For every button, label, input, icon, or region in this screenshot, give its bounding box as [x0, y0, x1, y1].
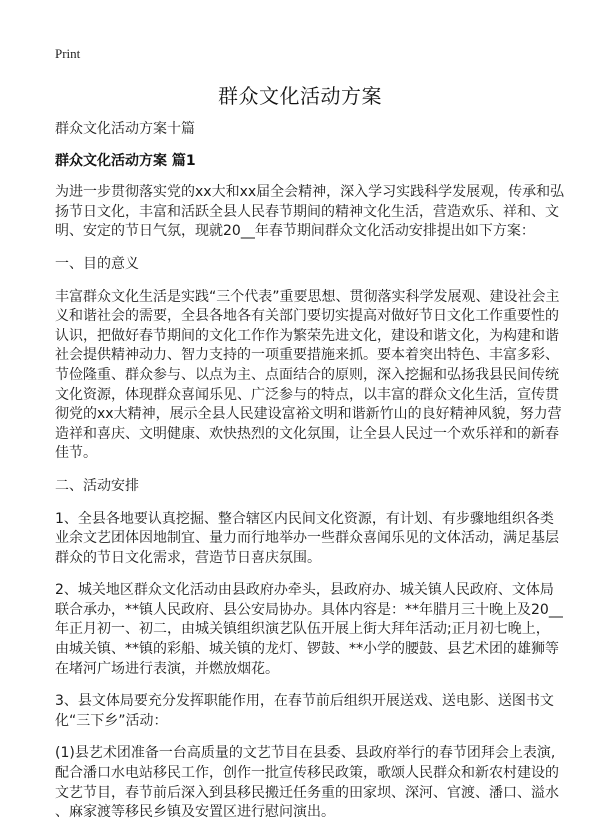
text-line: 文艺节目，春节前后深入到县移民搬迁任务重的田家坝、深河、官渡、潘口、溢水	[55, 784, 559, 801]
text-line: 年正月初一、初二，由城关镇组织演艺队伍开展上街大拜年活动;正月初七晚上，	[55, 621, 550, 638]
text-line: 2、城关地区群众文化活动由县政府办牵头，县政府办、城关镇人民政府、文体局	[55, 582, 554, 599]
heading-activities: 二、活动安排	[55, 477, 139, 494]
paragraph-purpose	[55, 288, 562, 464]
text-line: 扬节日文化，丰富和活跃全县人民春节期间的精神文化生活，营造欢乐、祥和、文	[55, 203, 559, 220]
text-line: 节俭隆重、群众参与、以点为主、点面结合的原则，深入挖掘和弘扬我县民间传统	[55, 366, 559, 383]
document-body	[55, 120, 565, 836]
text-line: 群众的节日文化需求，营造节日喜庆氛围。	[55, 549, 321, 566]
text-line: 义和谐社会的需要，全县各地各有关部门要切实提高对做好节日文化工作重要性的	[55, 308, 559, 325]
paragraph-intro	[55, 183, 565, 242]
text-line: 业余文艺团体因地制宜、量力而行地举办一些群众喜闻乐见的文体活动，满足基层	[55, 530, 559, 547]
paragraph-item-3	[55, 692, 555, 731]
text-line: 造祥和喜庆、文明健康、欢快热烈的文化氛围，让全县人民过一个欢乐祥和的新春	[55, 425, 559, 442]
heading-purpose: 一、目的意义	[55, 255, 139, 272]
text-line: 认识，把做好春节期间的文化工作作为繁荣先进文化，建设和谐文化，为构建和谐	[55, 327, 559, 344]
text-line: 丰富群众文化生活是实践“三个代表”重要思想、贯彻落实科学发展观、建设社会主	[55, 288, 560, 305]
section-title: 群众文化活动方案 篇1	[55, 152, 196, 169]
text-line: (1)县艺术团准备一台高质量的文艺节目在县委、县政府举行的春节团拜会上表演,	[55, 745, 556, 762]
text-line: 1、全县各地要认真挖掘、整合辖区内民间文化资源，有计划、有步骤地组织各类	[55, 510, 554, 527]
document-subtitle: 群众文化活动方案十篇	[55, 121, 195, 137]
text-line: 联合承办，**镇人民政府、县公安局协办。具体内容是：**年腊月三十晚上及20__	[55, 601, 563, 618]
paragraph-item-3-1	[55, 744, 559, 822]
text-line: 为进一步贯彻落实党的xx大和xx届全会精神，深入学习实践科学发展观，传承和弘	[55, 184, 565, 201]
text-line: 化“三下乡”活动：	[55, 712, 168, 729]
text-line: 由城关镇、**镇的彩船、城关镇的龙灯、锣鼓、**小学的腰鼓、县艺术团的雄狮等	[55, 641, 559, 658]
text-line: 社会提供精神动力、智力支持的一项重要措施来抓。要本着突出特色、丰富多彩、	[55, 347, 559, 364]
text-line: 在堵河广场进行表演，并燃放烟花。	[55, 660, 279, 677]
paragraph-item-1	[55, 510, 559, 569]
text-line: 彻党的xx大精神，展示全县人民建设富裕文明和谐新竹山的良好精神风貌，努力营	[55, 406, 562, 423]
print-label: Print	[55, 46, 81, 61]
text-line: 、麻家渡等移民乡镇及安置区进行慰问演出。	[55, 804, 335, 821]
text-line: 配合潘口水电站移民工作，创作一批宣传移民政策，歌颂人民群众和新农村建设的	[55, 765, 559, 782]
text-line: 佳节。	[55, 445, 97, 462]
text-line: 3、县文体局要充分发挥职能作用，在春节前后组织开展送戏、送电影、送图书文	[55, 693, 554, 710]
document-title: 群众文化活动方案	[218, 84, 382, 108]
paragraph-item-2	[55, 581, 563, 679]
text-line: 明、安定的节日气氛，现就20__年春节期间群众文化活动安排提出如下方案：	[55, 223, 535, 240]
text-line: 文化资源，体现群众喜闻乐见、广泛参与的特点，以丰富的群众文化生活，宣传贯	[55, 386, 559, 403]
